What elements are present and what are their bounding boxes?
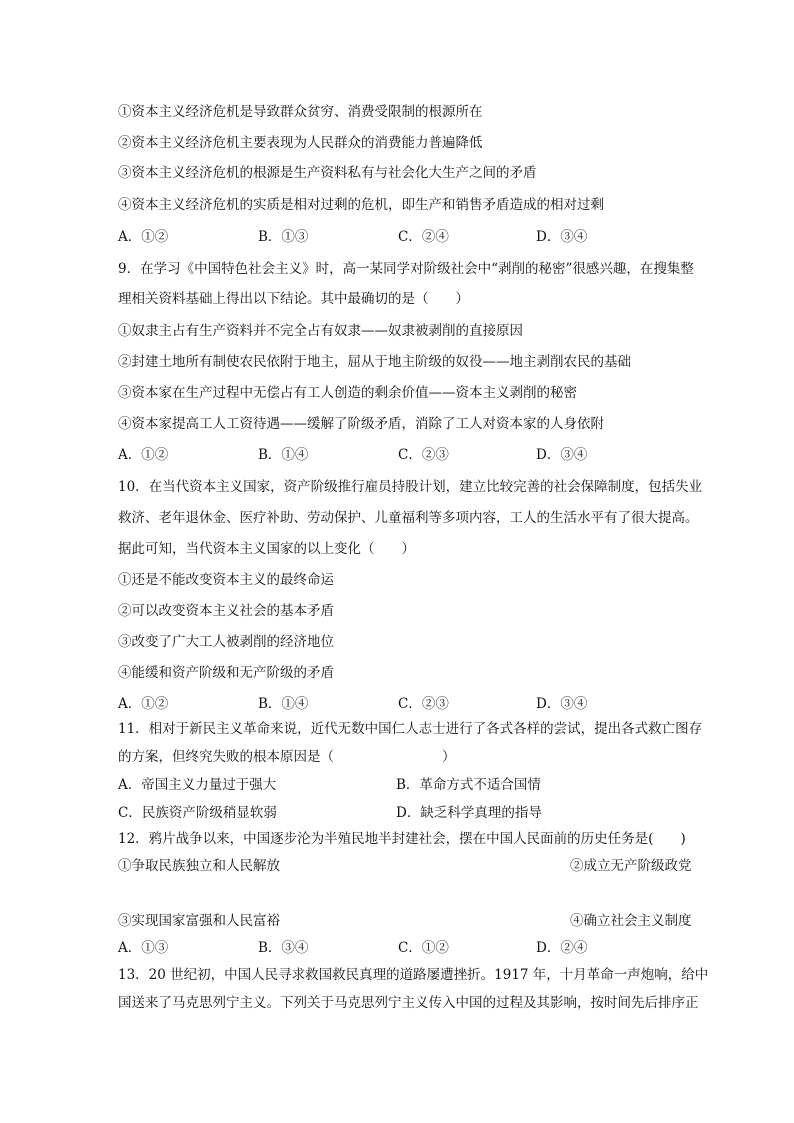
q10-option-c[interactable]: C．②③ [398,696,449,712]
q9-options [118,446,678,464]
q8-option-b[interactable]: B．①③ [258,229,309,245]
q12-option-d[interactable]: D．②④ [536,940,588,956]
q12-item-1: ①争取民族独立和人民解放 [118,858,280,874]
q10-stem-line-3: 据此可知，当代资本主义国家的以上变化（ ） [118,541,415,557]
q12-item-2: ②成立无产阶级政党 [570,858,692,874]
q11-stem-line-2: 的方案，但终究失败的根本原因是（ ） [118,749,456,765]
q9-option-a[interactable]: A．①② [118,447,169,463]
q12-option-a[interactable]: A．①③ [118,940,169,956]
q8-option-d[interactable]: D．③④ [536,229,588,245]
q11-option-b[interactable]: B．革命方式不适合国情 [396,777,541,793]
q8-item-3: ③资本主义经济危机的根源是生产资料私有与社会化大生产之间的矛盾 [118,165,537,181]
q12-item-4: ④确立社会主义制度 [570,913,692,929]
q10-option-a[interactable]: A．①② [118,696,169,712]
q9-stem-line-1: 9．在学习《中国特色社会主义》时，高一某同学对阶级社会中“剥削的秘密”很感兴趣，在搜集整 [118,261,694,277]
q11-options-row-2 [118,804,718,822]
q12-option-b[interactable]: B．③④ [258,940,309,956]
q11-option-d[interactable]: D．缺乏科学真理的指导 [396,805,542,821]
q8-item-4: ④资本主义经济危机的实质是相对过剩的危机，即生产和销售矛盾造成的相对过剩 [118,197,604,213]
q9-item-4: ④资本家提高工人工资待遇——缓解了阶级矛盾，消除了工人对资本家的人身依附 [118,416,604,432]
q10-item-3: ③改变了广大工人被剥削的经济地位 [118,634,334,650]
q12-stem: 12．鸦片战争以来，中国逐步沦为半殖民地半封建社会，摆在中国人民面前的历史任务是( ) [118,831,686,847]
q8-options [118,228,678,246]
q8-item-2: ②资本主义经济危机主要表现为人民群众的消费能力普遍降低 [118,135,483,151]
q13-stem-line-1: 13．20 世纪初，中国人民寻求救国救民真理的道路屡遭挫折。1917 年，十月革命一声炮响，给中 [118,967,709,983]
q10-item-1: ①还是不能改变资本主义的最终命运 [118,572,334,588]
q10-item-4: ④能缓和资产阶级和无产阶级的矛盾 [118,665,334,681]
q9-item-3: ③资本家在生产过程中无偿占有工人创造的剩余价值——资本主义剥削的秘密 [118,385,577,401]
q11-option-a[interactable]: A．帝国主义力量过于强大 [118,777,277,793]
q12-items-row-2 [118,912,718,930]
q10-item-2: ②可以改变资本主义社会的基本矛盾 [118,603,334,619]
q8-item-1: ①资本主义经济危机是导致群众贫穷、消费受限制的根源所在 [118,104,483,120]
q12-item-3: ③实现国家富强和人民富裕 [118,913,280,929]
q11-option-c[interactable]: C．民族资产阶级稍显软弱 [118,805,277,821]
q11-stem-line-1: 11．相对于新民主义革命来说，近代无数中国仁人志士进行了各式各样的尝试，提出各式救亡图存 [118,721,703,737]
q12-option-c[interactable]: C．①② [398,940,449,956]
q10-option-b[interactable]: B．①④ [258,696,309,712]
q9-item-1: ①奴隶主占有生产资料并不完全占有奴隶——奴隶被剥削的直接原因 [118,323,523,339]
q10-option-d[interactable]: D．③④ [536,696,588,712]
q9-option-d[interactable]: D．③④ [536,447,588,463]
q12-items-row-1 [118,857,718,875]
q9-item-2: ②封建土地所有制使农民依附于地主，屈从于地主阶级的奴役——地主剥削农民的基础 [118,354,631,370]
q9-option-b[interactable]: B．①④ [258,447,309,463]
q8-option-c[interactable]: C．②④ [398,229,449,245]
q8-option-a[interactable]: A．①② [118,229,169,245]
q9-option-c[interactable]: C．②③ [398,447,449,463]
q11-options-row-1 [118,776,718,794]
q10-stem-line-1: 10．在当代资本主义国家，资产阶级推行雇员持股计划，建立比较完善的社会保障制度，包括失业 [118,479,703,495]
q10-options [118,695,678,713]
q12-options [118,939,678,957]
q13-stem-line-2: 国送来了马克思列宁主义。下列关于马克思列宁主义传入中国的过程及其影响，按时间先后排序正 [118,995,699,1011]
q10-stem-line-2: 救济、老年退休金、医疗补助、劳动保护、儿童福利等多项内容，工人的生活水平有了很大提高。 [118,510,699,526]
q9-stem-line-2: 理相关资料基础上得出以下结论。其中最确切的是（ ） [118,291,469,307]
